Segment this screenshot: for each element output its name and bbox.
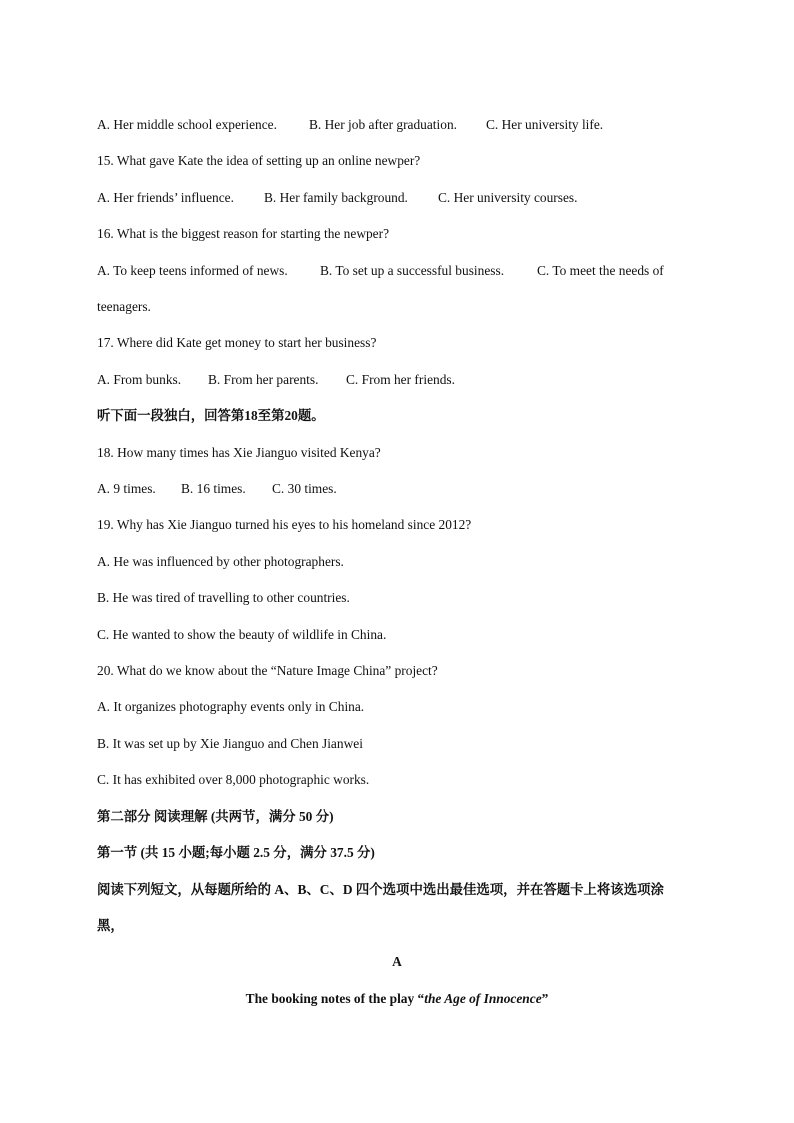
q20-option-c: C. It has exhibited over 8,000 photographic works.	[97, 772, 370, 787]
option-a: A. Her friends’ influence.	[97, 190, 234, 205]
option-a: A. Her middle school experience.	[97, 117, 277, 132]
question-stem-20: 20. What do we know about the “Nature Image China” project?	[97, 663, 438, 678]
option-c: C. To meet the needs of	[537, 263, 664, 278]
passage-letter: A	[392, 954, 402, 969]
option-b: B. 16 times.	[181, 481, 246, 496]
passage-title-suffix: ”	[541, 991, 549, 1006]
question-stem-19: 19. Why has Xie Jianguo turned his eyes to his homeland since 2012?	[97, 517, 472, 532]
reading-instruction-continuation: 黑，	[97, 918, 124, 933]
q18-options	[97, 480, 337, 498]
question-stem-16: 16. What is the biggest reason for starting the newper?	[97, 226, 390, 241]
passage-title-prefix: The booking notes of the play “	[245, 991, 425, 1006]
question-stem-17: 17. Where did Kate get money to start her business?	[97, 335, 377, 350]
option-b: B. Her job after graduation.	[309, 117, 457, 132]
q16-options	[97, 262, 664, 280]
monologue-instruction: 听下面一段独白，回答第18至第20题。	[97, 408, 325, 423]
reading-instruction: 阅读下列短文，从每题所给的 A、B、C、D 四个选项中选出最佳选项，并在答题卡上将该选项涂	[97, 882, 664, 897]
part2-heading: 第二部分 阅读理解 (共两节，满分 50 分)	[97, 809, 334, 824]
option-a: A. To keep teens informed of news.	[97, 263, 288, 278]
q15-options	[97, 189, 578, 207]
q20-option-b: B. It was set up by Xie Jianguo and Chen Jianwei	[97, 736, 363, 751]
option-b: B. Her family background.	[264, 190, 408, 205]
section1-heading: 第一节 (共 15 小题;每小题 2.5 分，满分 37.5 分)	[97, 845, 375, 860]
question-stem-18: 18. How many times has Xie Jianguo visited Kenya?	[97, 445, 381, 460]
q17-options	[97, 371, 455, 389]
option-a: A. From bunks.	[97, 372, 182, 387]
option-c: C. Her university life.	[486, 117, 604, 132]
option-c: C. Her university courses.	[438, 190, 578, 205]
option-c: C. 30 times.	[272, 481, 337, 496]
option-b: B. From her parents.	[208, 372, 319, 387]
option-b: B. To set up a successful business.	[320, 263, 505, 278]
q19-option-c: C. He wanted to show the beauty of wildlife in China.	[97, 627, 387, 642]
question-stem-15: 15. What gave Kate the idea of setting up an online newper?	[97, 153, 421, 168]
option-a: A. 9 times.	[97, 481, 156, 496]
q14-options	[97, 116, 604, 134]
q20-option-a: A. It organizes photography events only in China.	[97, 699, 365, 714]
passage-title	[0, 990, 794, 1008]
q19-option-b: B. He was tired of travelling to other countries.	[97, 590, 350, 605]
q19-option-a: A. He was influenced by other photographers.	[97, 554, 344, 569]
passage-title-play-name: the Age of Innocence	[424, 991, 542, 1006]
q16-option-continuation: teenagers.	[97, 299, 151, 314]
option-c: C. From her friends.	[346, 372, 455, 387]
